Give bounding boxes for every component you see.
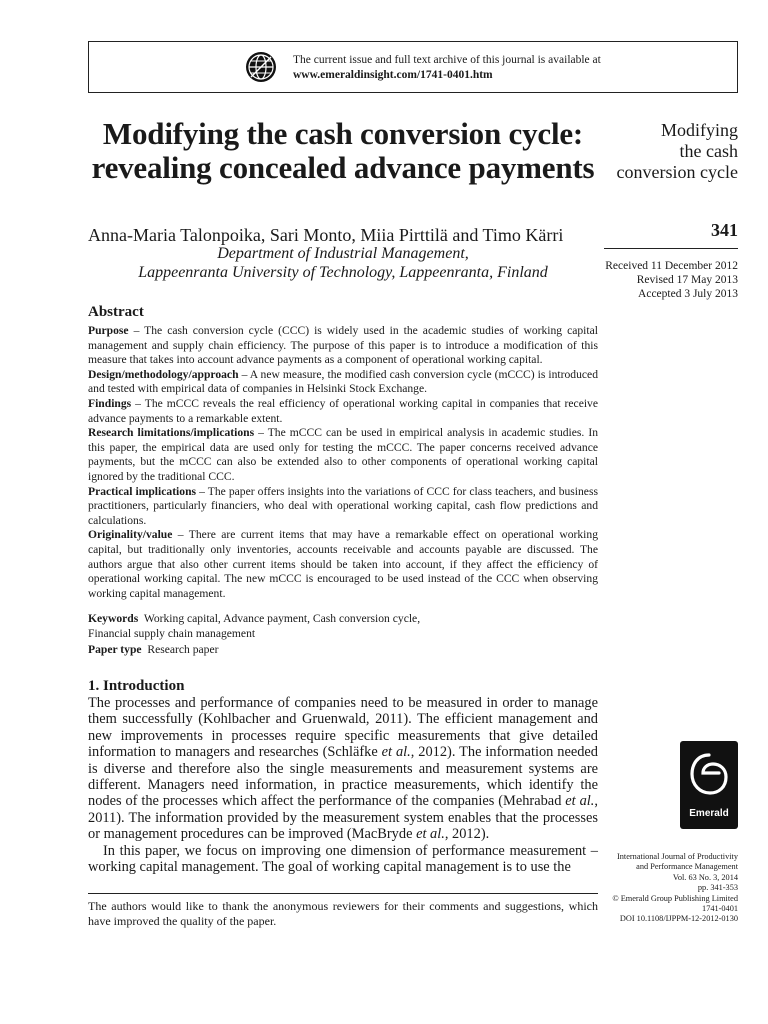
abstract-text: – There are current items that may have a remarkable effect on operational working capital, but traditionally only inventories, accounts receivable and accounts payable are discussed. The authors argue that also other current items should be taken into account, if they affect the efficiency of operational working capital. The new mCCC is encouraged to be used instead of the CCC when observing working capital management. [88, 528, 598, 600]
received-date: Received 11 December 2012 [605, 260, 738, 272]
abstract-heading: Abstract [88, 304, 144, 320]
emerald-logo [680, 741, 738, 829]
footnote-divider [88, 893, 598, 894]
keywords-label: Keywords [88, 612, 139, 625]
abstract-text: – A new measure, the modified cash conversion cycle (mCCC) is introduced and tested with empirical data of companies in Helsinki Stock Exchange. [88, 367, 598, 396]
intro-text: , 2012). [444, 826, 490, 843]
abstract-text: – The mCCC reveals the real efficiency of operational working capital in companies that receive advance payments to a remarkable extent. [88, 396, 598, 425]
affiliation [88, 244, 598, 282]
abstract-text: – The mCCC can be used in empirical analysis in academic studies. In this paper, the empirical data are used only for testing the mCCC. The paper concerns received advance payments, but the mCCC can also be extended also to other components of operational working capital ignored by the traditional CCC. [88, 426, 598, 483]
article-title: Modifying the cash conversion cycle: revealing concealed advance payments [91, 116, 595, 185]
revised-date: Revised 17 May 2013 [636, 274, 738, 286]
citation-etal: et al. [416, 826, 445, 843]
accepted-date: Accepted 3 July 2013 [638, 288, 738, 300]
affiliation-department: Department of Industrial Management, [217, 245, 469, 262]
abstract-label: Practical implications [88, 484, 197, 498]
abstract-findings [88, 397, 598, 426]
author-list: Anna-Maria Talonpoika, Sari Monto, Miia Pirttilä and Timo Kärri [88, 225, 564, 245]
abstract-text: – The paper offers insights into the variations of CCC for class teachers, and business practitioners, particularly financiers, who deal with operational working capital, cash flow predictions and calculations. [88, 484, 598, 527]
intro-paragraph [88, 695, 598, 843]
abstract-label: Research limitations/implications [88, 426, 255, 440]
globe-icon [245, 51, 277, 83]
intro-text: , 2011). The information provided by the measurement system enables that the processes or management procedures can be improved (MacBryde [88, 793, 598, 843]
running-title-line: the cash [679, 141, 738, 161]
abstract-label: Findings [88, 396, 132, 410]
keywords [88, 612, 598, 641]
abstract-design [88, 368, 598, 397]
journal-volume: Vol. 63 No. 3, 2014 [672, 872, 738, 882]
intro-text: The processes and performance of companies need to be measured in order to manage them successfully (Kohlbacher and Gruenwald, 2011). The efficient management and new improvements in processes require specific measurements that give detailed information to managers and researches (Schläfke [88, 695, 598, 761]
citation-etal: et al. [565, 793, 595, 810]
emerald-logo-text: Emerald [689, 808, 729, 819]
journal-doi: DOI 10.1108/IJPPM-12-2012-0130 [619, 914, 738, 924]
abstract-label: Originality/value [88, 528, 173, 542]
section-heading: 1. Introduction [88, 678, 185, 694]
journal-name: and Performance Management [636, 862, 738, 872]
article-history [600, 259, 738, 301]
journal-url-link[interactable]: www.emeraldinsight.com/1741-0401.htm [293, 69, 493, 81]
paper-type-label: Paper type [88, 643, 142, 656]
intro-body [88, 695, 598, 875]
affiliation-university: Lappeenranta University of Technology, Lappeenranta, Finland [138, 264, 548, 281]
abstract-practical [88, 485, 598, 529]
journal-citation [600, 852, 738, 925]
abstract-purpose [88, 324, 598, 368]
paper-type-text: Research paper [141, 643, 219, 656]
journal-name: International Journal of Productivity [617, 852, 738, 861]
emerald-swirl-icon [680, 741, 738, 807]
abstract-originality [88, 528, 598, 601]
abstract-text: – The cash conversion cycle (CCC) is widely used in the academic studies of working capital management and supply chain efficiency. The purpose of this paper is to introduce a modification of this measure that takes into account advance payments as a component of operational working capital. [88, 324, 598, 367]
abstract-label: Purpose [88, 324, 129, 337]
journal-copyright: © Emerald Group Publishing Limited [612, 893, 738, 903]
keywords-text: Financial supply chain management [88, 626, 256, 640]
running-title [600, 120, 738, 183]
abstract-limitations [88, 426, 598, 484]
margin-divider [604, 248, 738, 249]
keywords-text: Working capital, Advance payment, Cash conversion cycle, [138, 612, 421, 625]
running-title-line: Modifying [660, 120, 738, 140]
abstract-body [88, 324, 598, 601]
page-number: 341 [711, 220, 738, 240]
paper-type [88, 643, 598, 658]
journal-pages: pp. 341-353 [697, 883, 738, 893]
intro-text: , 2012). The information needed is diverse and therefore also the single measurements and measurement systems are different. Managers need information, in practice measurements, which identify the nodes of the processes which affect the performance of the companies (Mehrabad [88, 744, 599, 810]
running-title-line: conversion cycle [616, 162, 738, 182]
journal-access-banner [88, 41, 738, 93]
intro-paragraph: In this paper, we focus on improving one dimension of performance measurement – working capital management. The goal of working capital management is to use the [88, 842, 598, 876]
journal-issn: 1741-0401 [702, 904, 738, 914]
archive-notice: The current issue and full text archive of this journal is available at [293, 54, 601, 66]
abstract-label: Design/methodology/approach [88, 367, 239, 381]
acknowledgement-footnote: The authors would like to thank the anonymous reviewers for their comments and suggestions, which have improved the quality of the paper. [88, 899, 598, 928]
citation-etal: et al. [381, 744, 411, 761]
